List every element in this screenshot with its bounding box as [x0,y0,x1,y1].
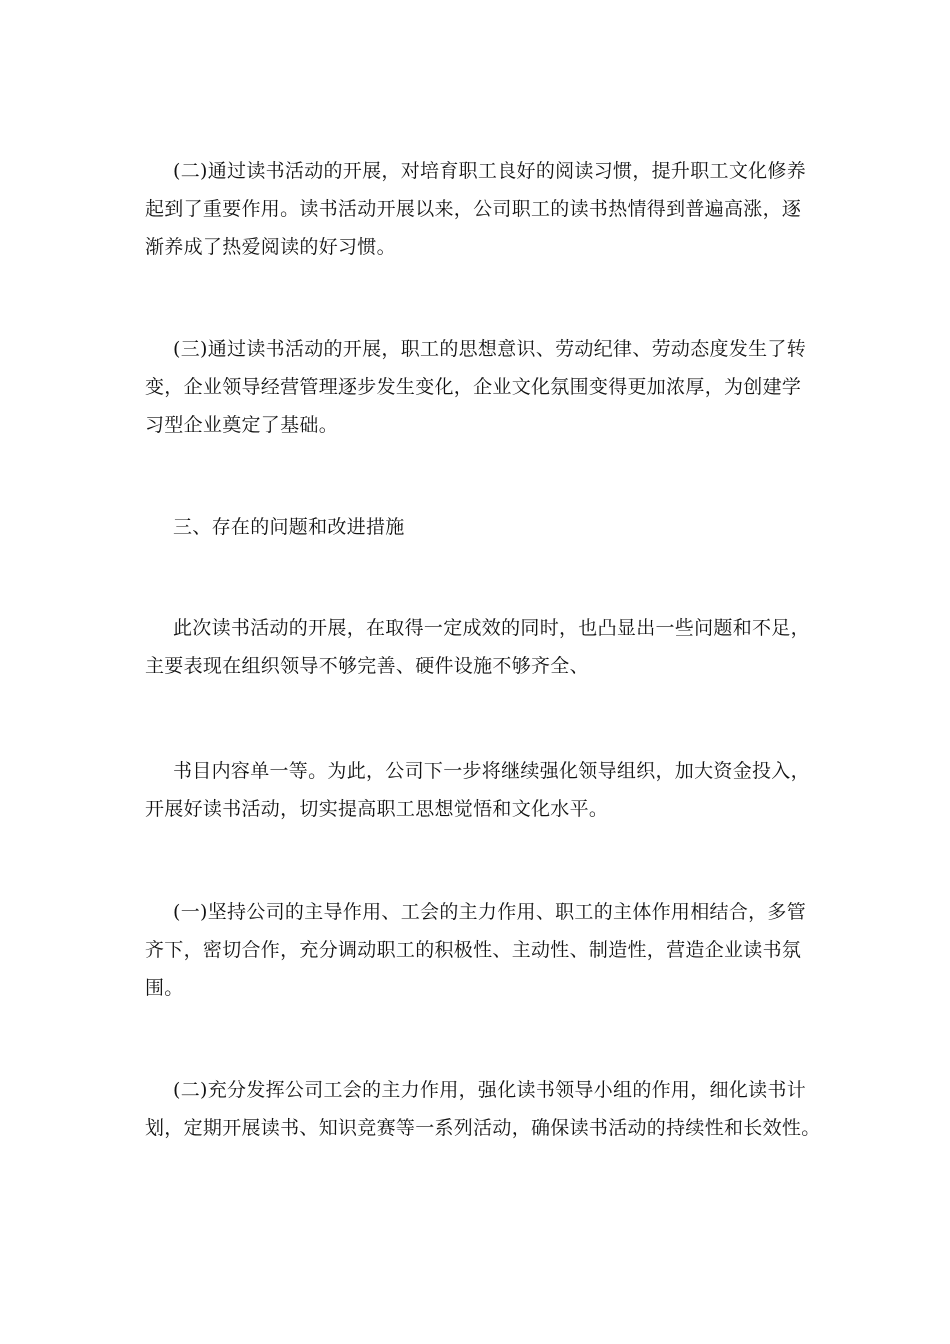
paragraph-1-cooperation [145,893,813,1007]
paragraph-line: (一)坚持公司的主导作用、工会的主力作用、职工的主体作用相结合，多管 [173,901,807,923]
section-heading-problems [145,508,813,546]
paragraph-line: 起到了重要作用。读书活动开展以来，公司职工的读书热情得到普遍高涨，逐 [145,198,802,220]
paragraph-3-mindset-change [145,330,813,444]
paragraph-line: 书目内容单一等。为此，公司下一步将继续强化领导组织，加大资金投入， [173,760,810,782]
paragraph-line: 围。 [145,977,184,999]
section-heading-text: 三、存在的问题和改进措施 [173,516,405,538]
paragraph-line: 习型企业奠定了基础。 [145,414,339,436]
paragraph-line: (三)通过读书活动的开展，职工的思想意识、劳动纪律、劳动态度发生了转 [173,338,807,360]
paragraph-line: 划，定期开展读书、知识竞赛等一系列活动，确保读书活动的持续性和长效性。 [145,1117,821,1139]
paragraph-2-reading-habits [145,152,813,266]
paragraph-problems-intro [145,609,813,685]
paragraph-line: (二)充分发挥公司工会的主力作用，强化读书领导小组的作用，细化读书计 [173,1079,807,1101]
paragraph-improvement-plan [145,752,813,828]
paragraph-line: 此次读书活动的开展，在取得一定成效的同时，也凸显出一些问题和不足， [173,617,810,639]
paragraph-2-union-role [145,1071,821,1147]
paragraph-line: 主要表现在组织领导不够完善、硬件设施不够齐全、 [145,655,589,677]
paragraph-line: 渐养成了热爱阅读的好习惯。 [145,236,396,258]
paragraph-line: 变，企业领导经营管理逐步发生变化，企业文化氛围变得更加浓厚，为创建学 [145,376,802,398]
paragraph-line: (二)通过读书活动的开展，对培育职工良好的阅读习惯，提升职工文化修养 [173,160,807,182]
paragraph-line: 开展好读书活动，切实提高职工思想觉悟和文化水平。 [145,798,609,820]
paragraph-line: 齐下，密切合作，充分调动职工的积极性、主动性、制造性，营造企业读书氛 [145,939,802,961]
